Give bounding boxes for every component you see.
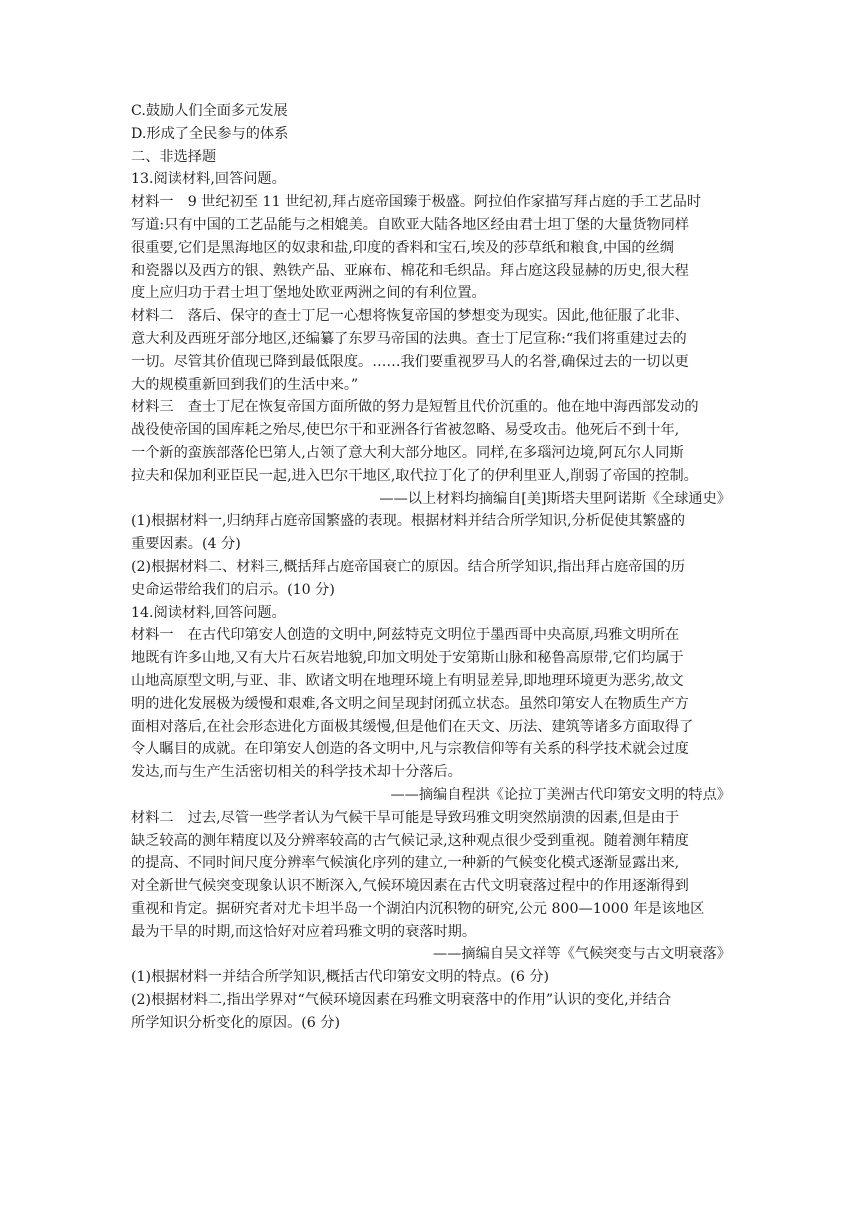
option-c: C.鼓励人们全面多元发展: [131, 103, 288, 119]
text-line: 对全新世气候突变现象认识不断深入,气候环境因素在古代文明衰落过程中的作用逐渐得到: [131, 878, 689, 895]
text-line: 面相对落后,在社会形态进化方面极其缓慢,但是他们在天文、历法、建筑等诸多方面取得了: [131, 718, 694, 735]
q13-subquestion-2: [131, 556, 731, 602]
q13-title: 13.阅读材料,回答问题。: [131, 171, 286, 188]
q14-title: 14.阅读材料,回答问题。: [131, 604, 286, 621]
text-line: 一切。尽管其价值现已降到最低限度。……我们要重视罗马人的名誉,确保过去的一切以更: [131, 353, 689, 370]
text-line: 战役使帝国的国库耗之殆尽,使巴尔干和亚洲各行省被忽略、易受攻击。他死后不到十年,: [131, 422, 680, 439]
q14-material-2: [131, 807, 731, 944]
text-line: 一个新的蛮族部落伦巴第人,占领了意大利大部分地区。同样,在多瑙河边境,阿瓦尔人同斯: [131, 444, 684, 461]
text-line: 材料一 在古代印第安人创造的文明中,阿兹特克文明位于墨西哥中央高原,玛雅文明所在: [131, 627, 680, 644]
text-line: 材料三 查士丁尼在恢复帝国方面所做的努力是短暂且代价沉重的。他在地中海西部发动的: [131, 399, 699, 416]
q14-material-2-source: ——摘编自吴文祥等《气候突变与古文明衰落》: [433, 946, 731, 963]
text-line: (1)根据材料一并结合所学知识,概括古代印第安文明的特点。(6 分): [131, 969, 550, 986]
q14-material-1: [131, 624, 731, 784]
text-line: 和瓷器以及西方的银、熟铁产品、亚麻布、棉花和毛织品。拜占庭这段显赫的历史,很大程: [131, 262, 689, 279]
section-heading: 二、非选择题: [131, 148, 217, 165]
q13-source: ——以上材料均摘编自[美]斯塔夫里阿诺斯《全球通史》: [379, 490, 731, 507]
q13-material-3: [131, 396, 731, 487]
text-line: 拉夫和保加利亚臣民一起,进入巴尔干地区,取代拉丁化了的伊利里亚人,削弱了帝国的控制。: [131, 467, 698, 484]
text-line: (2)根据材料二、材料三,概括拜占庭帝国衰亡的原因。结合所学知识,指出拜占庭帝国的历: [131, 558, 686, 575]
q13-material-2: [131, 305, 731, 396]
text-line: 的提高、不同时间尺度分辨率气候演化序列的建立,一种新的气候变化模式逐渐显露出来,: [131, 855, 680, 872]
text-line: (2)根据材料二,指出学界对“气候环境因素在玛雅文明衰落中的作用”认识的变化,并结合: [131, 992, 672, 1009]
text-line: 很重要,它们是黑海地区的奴隶和盐,印度的香料和宝石,埃及的莎草纸和粮食,中国的丝绸: [131, 239, 674, 256]
q13-material-1: [131, 191, 731, 305]
option-d: D.形成了全民参与的体系: [131, 125, 289, 142]
text-line: 令人瞩目的成就。在印第安人创造的各文明中,凡与宗教信仰等有关系的科学技术就会过度: [131, 741, 689, 758]
text-line: 重要因素。(4 分): [131, 536, 241, 553]
text-line: 发达,而与生产生活密切相关的科学技术却十分落后。: [131, 764, 462, 781]
q14-subquestion-2: [131, 989, 731, 1035]
text-line: 材料一 9 世纪初至 11 世纪初,拜占庭帝国臻于极盛。阿拉伯作家描写拜占庭的手工艺品时: [131, 194, 702, 211]
text-line: 史命运带给我们的启示。(10 分): [131, 581, 335, 598]
text-line: 材料二 过去,尽管一些学者认为气候干旱可能是导致玛雅文明突然崩溃的因素,但是由于: [131, 809, 680, 826]
text-line: 明的进化发展极为缓慢和艰难,各文明之间呈现封闭孤立状态。虽然印第安人在物质生产方: [131, 695, 689, 712]
text-line: 所学知识分析变化的原因。(6 分): [131, 1014, 341, 1031]
text-line: 山地高原型文明,与亚、非、欧诸文明在地理环境上有明显差异,即地理环境更为恶劣,故文: [131, 672, 684, 689]
text-line: 地既有许多山地,又有大片石灰岩地貌,印加文明处于安第斯山脉和秘鲁高原带,它们均属于: [131, 650, 684, 667]
q13-subquestion-1: [131, 510, 731, 556]
text-line: 大的规模重新回到我们的生活中来。”: [131, 376, 359, 393]
q14-subquestion-1: [131, 966, 731, 989]
exam-page: [131, 100, 731, 1035]
q14-material-1-source: ——摘编自程洪《论拉丁美洲古代印第安文明的特点》: [390, 786, 731, 803]
text-line: 写道:只有中国的工艺品能与之相媲美。自欧亚大陆各地区经由君士坦丁堡的大量货物同样: [131, 216, 690, 233]
text-line: 重视和肯定。据研究者对尤卡坦半岛一个湖泊内沉积物的研究,公元 800—1000 年是该地区: [131, 900, 705, 917]
text-line: (1)根据材料一,归纳拜占庭帝国繁盛的表现。根据材料并结合所学知识,分析促使其繁盛的: [131, 513, 686, 530]
text-line: 材料二 落后、保守的查士丁尼一心想将恢复帝国的梦想变为现实。因此,他征服了北非、: [131, 308, 689, 325]
text-line: 度上应归功于君士坦丁堡地处欧亚两洲之间的有利位置。: [131, 285, 486, 302]
text-line: 缺乏较高的测年精度以及分辨率较高的古气候记录,这种观点很少受到重视。随着测年精度: [131, 832, 689, 849]
text-line: 意大利及西班牙部分地区,还编纂了东罗马帝国的法典。查士丁尼宣称:“我们将重建过去的: [131, 330, 687, 347]
text-line: 最为干旱的时期,而这恰好对应着玛雅文明的衰落时期。: [131, 923, 477, 940]
